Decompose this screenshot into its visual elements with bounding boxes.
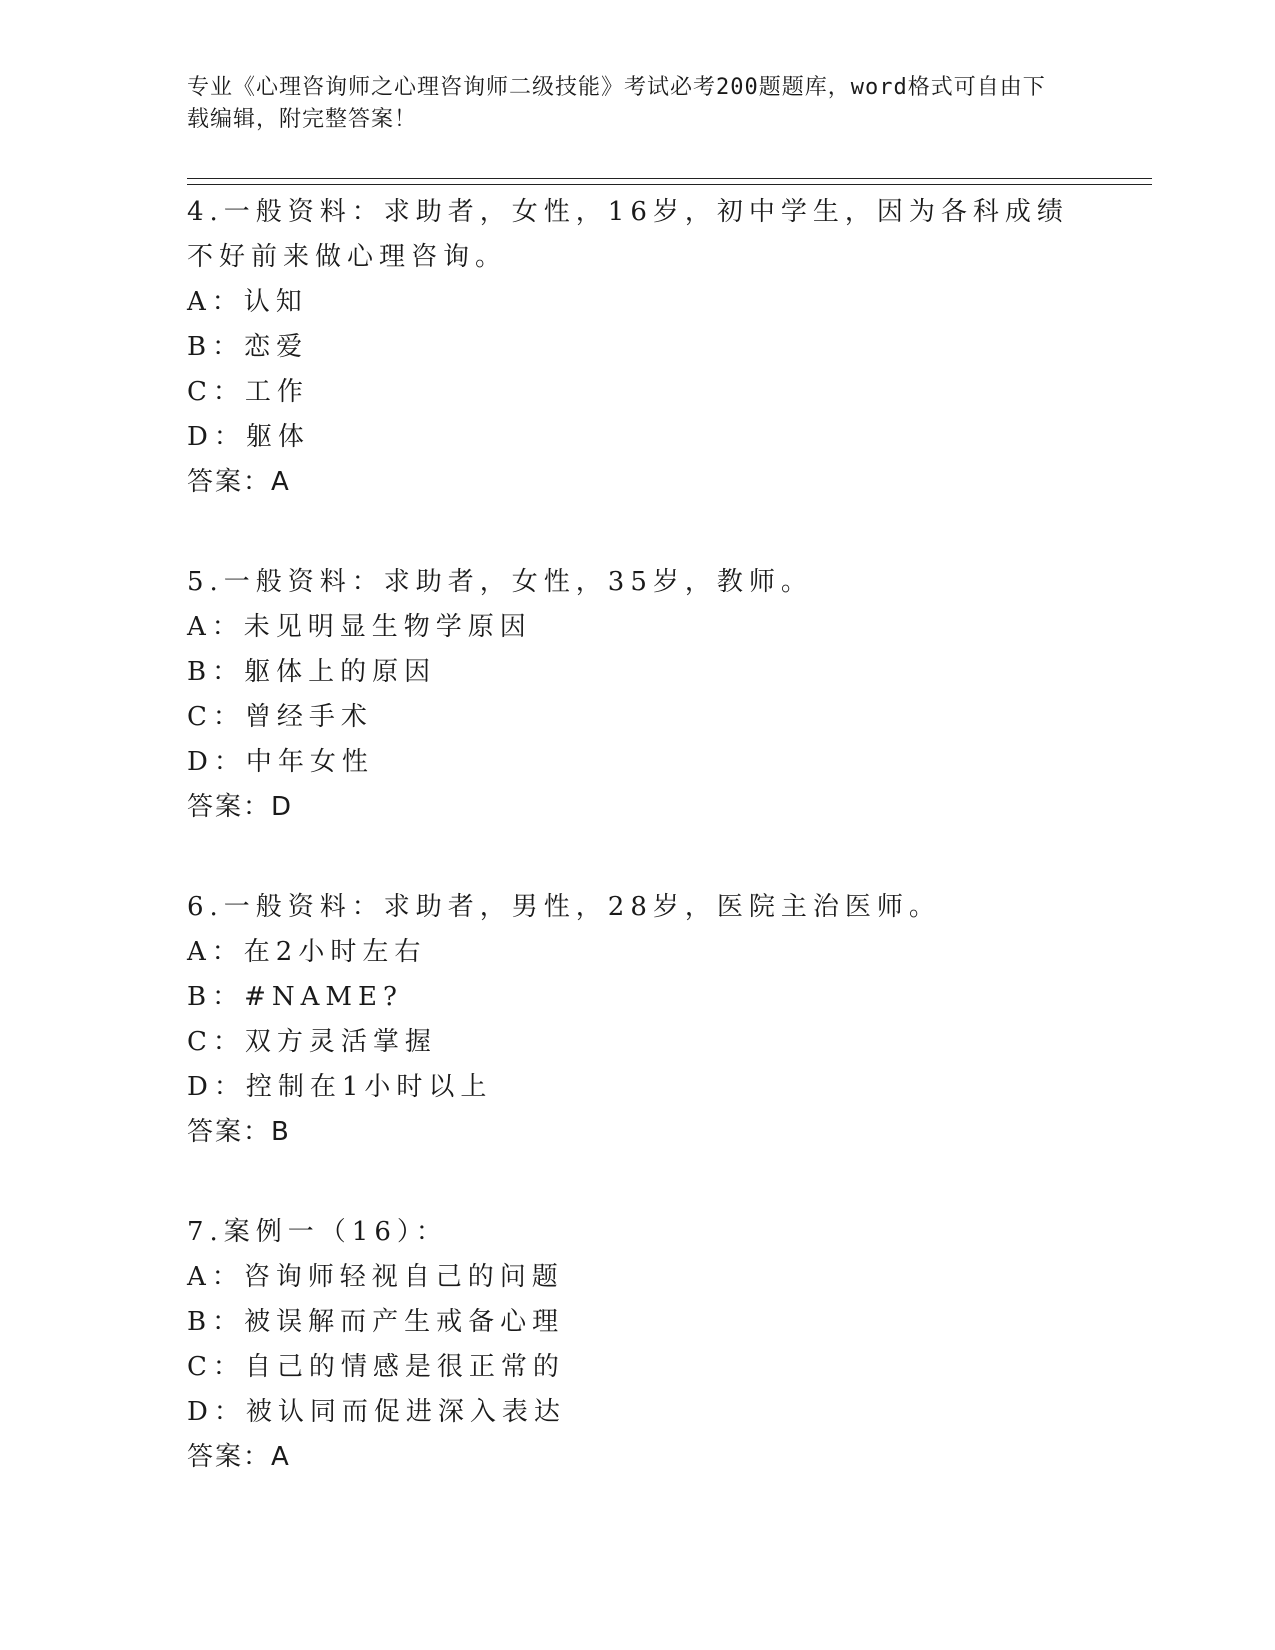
option-c: C：曾经手术 [187,702,373,732]
answer-line: 答案：A [187,1442,291,1472]
header-divider-top [187,178,1152,179]
option-a: A：咨询师轻视自己的问题 [187,1262,564,1292]
answer-line: 答案：D [187,792,294,822]
option-c: C：自己的情感是很正常的 [187,1352,565,1382]
option-a: A：认知 [187,287,308,317]
option-d: D：被认同而促进深入表达 [187,1397,566,1427]
question-stem: 6.一般资料：求助者，男性，28岁，医院主治医师。 [187,892,941,922]
option-b: B：被误解而产生戒备心理 [187,1307,565,1337]
option-d: D：控制在1小时以上 [187,1072,493,1102]
option-a: A：在2小时左右 [187,937,427,967]
answer-line: 答案：B [187,1117,291,1147]
question-stem: 4.一般资料：求助者，女性，16岁，初中学生，因为各科成绩不好前来做心理咨询。 [187,197,1069,272]
question-list [187,190,1077,1535]
option-c: C：双方灵活掌握 [187,1027,437,1057]
question-stem: 7.案例一（16）： [187,1217,448,1247]
option-d: D：躯体 [187,422,310,452]
option-b: B：#NAME? [187,982,403,1012]
question-item [187,885,1077,1155]
option-d: D：中年女性 [187,747,374,777]
option-c: C：工作 [187,377,309,407]
option-b: B：恋爱 [187,332,309,362]
answer-line: 答案：A [187,467,291,497]
question-item [187,190,1077,505]
header-divider-bottom [187,184,1152,185]
question-item [187,1210,1077,1480]
option-a: A：未见明显生物学原因 [187,612,532,642]
document-header: 专业《心理咨询师之心理咨询师二级技能》考试必考200题题库，word格式可自由下载编辑，附完整答案！ [187,75,1046,132]
question-stem: 5.一般资料：求助者，女性，35岁，教师。 [187,567,813,597]
option-b: B：躯体上的原因 [187,657,437,687]
question-item [187,560,1077,830]
